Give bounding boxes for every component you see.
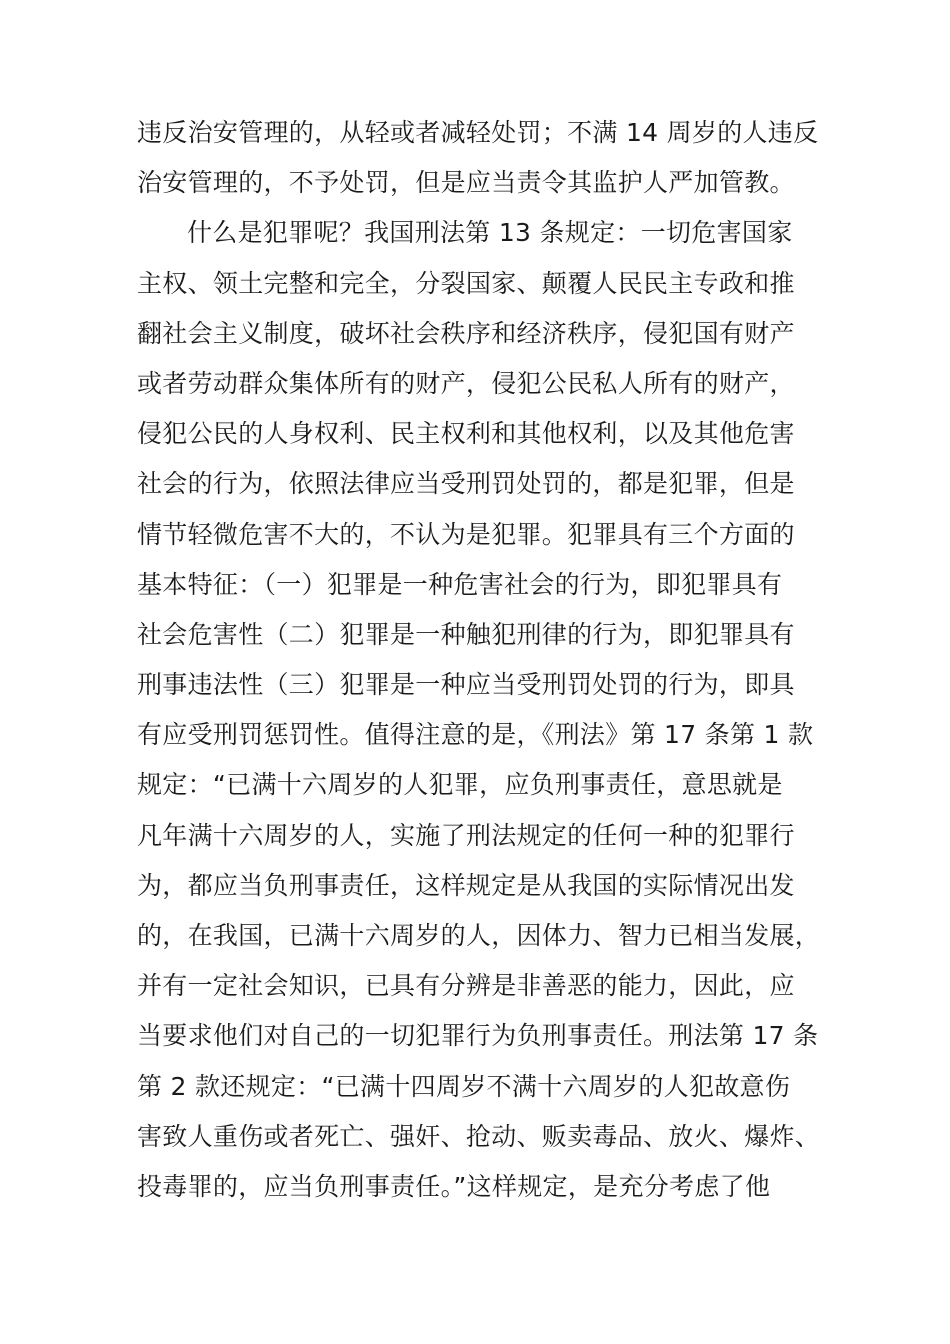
text-line: 第 2 款还规定：“已满十四周岁不满十六周岁的人犯故意伤	[137, 1071, 791, 1101]
text-line: 基本特征：（一）犯罪是一种危害社会的行为，即犯罪具有	[137, 569, 783, 599]
text-line: 的，在我国，已满十六周岁的人，因体力、智力已相当发展，	[137, 921, 821, 950]
body-text	[137, 108, 837, 1212]
paragraph-start-line: 什么是犯罪呢？我国刑法第 13 条规定：一切危害国家	[187, 218, 793, 248]
text-line: 投毒罪的，应当负刑事责任。”这样规定，是充分考虑了他	[137, 1171, 771, 1201]
text-line: 为，都应当负刑事责任，这样规定是从我国的实际情况出发	[137, 870, 795, 900]
text-line: 翻社会主义制度，破坏社会秩序和经济秩序，侵犯国有财产	[137, 318, 795, 348]
text-line: 治安管理的，不予处罚，但是应当责令其监护人严加管教。	[137, 168, 795, 198]
text-line: 害致人重伤或者死亡、强奸、抢动、贩卖毒品、放火、爆炸、	[137, 1121, 821, 1151]
text-line: 并有一定社会知识，已具有分辨是非善恶的能力，因此，应	[137, 971, 795, 1001]
text-line: 社会的行为，依照法律应当受刑罚处罚的，都是犯罪，但是	[137, 469, 795, 499]
text-line: 情节轻微危害不大的，不认为是犯罪。犯罪具有三个方面的	[137, 519, 795, 549]
text-line: 规定：“已满十六周岁的人犯罪，应负刑事责任，意思就是	[137, 770, 783, 800]
text-line: 或者劳动群众集体所有的财产，侵犯公民私人所有的财产，	[137, 368, 795, 398]
text-line: 凡年满十六周岁的人，实施了刑法规定的任何一种的犯罪行	[137, 820, 795, 850]
text-line: 刑事违法性（三）犯罪是一种应当受刑罚处罚的行为，即具	[137, 670, 795, 700]
text-line: 侵犯公民的人身权利、民主权利和其他权利，以及其他危害	[137, 419, 795, 449]
text-line: 违反治安管理的，从轻或者减轻处罚；不满 14 周岁的人违反	[137, 118, 819, 147]
text-line: 主权、领土完整和完全，分裂国家、颠覆人民民主专政和推	[137, 268, 795, 298]
text-line: 当要求他们对自己的一切犯罪行为负刑事责任。刑法第 17 条	[137, 1021, 819, 1051]
text-line: 有应受刑罚惩罚性。值得注意的是，《刑法》第 17 条第 1 款	[137, 720, 814, 750]
text-line: 社会危害性（二）犯罪是一种触犯刑律的行为，即犯罪具有	[137, 619, 795, 649]
